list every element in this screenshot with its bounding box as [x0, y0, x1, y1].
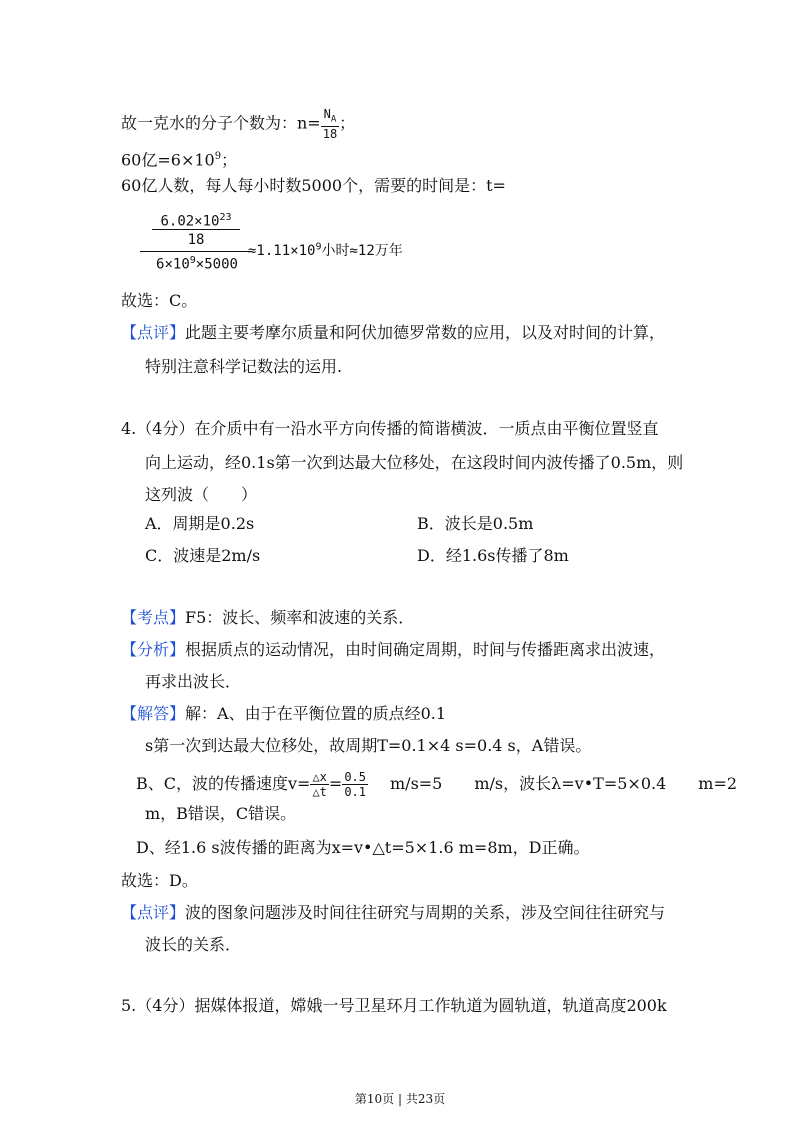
option-a: A．周期是0.2s [145, 514, 255, 533]
text-segment: 60亿=6×10 [121, 150, 215, 170]
formula-text: 6.02×10 [160, 213, 220, 230]
topic-text: F5：波长、频率和波速的关系． [185, 608, 415, 627]
formula-text: ≈1.11×10 [248, 243, 316, 259]
text-line [121, 107, 355, 141]
analysis-tag: 【分析】 [121, 640, 186, 659]
fraction-numerator: 0.5 [344, 770, 366, 784]
superscript: 23 [219, 212, 232, 223]
fraction-numerator: △x [312, 770, 327, 784]
solution-tag: 【解答】 [121, 704, 186, 723]
solution-line: D、经1.6 s波传播的距离为x=v•△t=5×1.6 m=8m，D正确。 [136, 838, 590, 857]
solution-text: B、C，波的传播速度v= [136, 774, 311, 793]
inner-fraction-bar [152, 229, 240, 230]
option-c: C．波速是2m/s [145, 546, 261, 565]
comment-line [121, 323, 665, 343]
option-d: D．经1.6s传播了8m [417, 546, 569, 565]
page-footer: 第10页 | 共23页 [354, 1092, 446, 1106]
comment-line: 特别注意科学记数法的运用. [145, 357, 343, 376]
question-stem: 4.（4分）在介质中有一沿水平方向传播的简谐横波．一质点由平衡位置竖直 [121, 419, 659, 438]
numerator-subscript: A [330, 114, 337, 125]
comment-tag: 【点评】 [121, 323, 186, 342]
topic-tag: 【考点】 [121, 608, 186, 627]
comment-text: 此题主要考摩尔质量和阿伏加德罗常数的应用，以及对时间的计算， [185, 323, 666, 342]
analysis-line [121, 640, 665, 660]
question-stem: 5.（4分）据媒体报道，嫦娥一号卫星环月工作轨道为圆轨道，轨道高度200k [121, 996, 667, 1015]
text-segment: ； [339, 113, 356, 133]
inner-denominator: 18 [187, 232, 205, 248]
answer-line: 故选：D。 [121, 871, 198, 890]
superscript: 9 [189, 255, 196, 266]
solution-line [136, 768, 737, 800]
comment-line [121, 903, 665, 923]
superscript: 9 [214, 151, 222, 162]
analysis-text: 根据质点的运动情况，由时间确定周期，时间与传播距离求出波速， [185, 640, 666, 659]
numerator-text: N [323, 107, 331, 121]
solution-line [121, 704, 446, 724]
formula-text: 6×10 [156, 256, 190, 273]
topic-line [121, 608, 414, 628]
comment-tag: 【点评】 [121, 903, 186, 922]
text-line: 60亿人数，每人每小时数5000个，需要的时间是：t= [121, 176, 506, 195]
comment-text: 波的图象问题涉及时间往往研究与周期的关系，涉及空间往往研究与 [185, 903, 666, 922]
inner-numerator [146, 212, 246, 230]
question-stem: 这列波（ ） [145, 485, 258, 504]
main-fraction-bar [140, 251, 252, 252]
equals-sign: = [328, 774, 343, 793]
fraction [310, 770, 328, 799]
formula-text: 小时≈12万年 [321, 243, 403, 259]
superscript: 9 [315, 241, 322, 253]
solution-text: m/s=5 m/s，波长λ=v•T=5×0.4 m=2 [390, 774, 738, 793]
analysis-line: 再求出波长． [145, 672, 242, 691]
solution-text: 解：A、由于在平衡位置的质点经0.1 [185, 704, 447, 723]
formula-result [248, 240, 403, 260]
text-segment: ； [221, 150, 238, 170]
formula-text: ×5000 [195, 256, 238, 273]
fraction-denominator: 18 [322, 127, 338, 142]
fraction-numerator [321, 107, 339, 127]
fraction [321, 107, 339, 141]
main-denominator [142, 255, 252, 273]
question-stem: 向上运动，经0.1s第一次到达最大位移处，在这段时间内波传播了0.5m，则 [145, 453, 684, 472]
fraction [342, 770, 368, 799]
solution-line: m，B错误，C错误。 [145, 804, 297, 823]
answer-line: 故选：C。 [121, 291, 198, 310]
text-segment: 故一克水的分子个数为：n= [121, 113, 321, 133]
fraction-denominator: 0.1 [344, 785, 366, 799]
text-line [121, 147, 237, 170]
fraction-denominator: △t [312, 785, 327, 799]
solution-line: s第一次到达最大位移处，故周期T=0.1×4 s=0.4 s，A错误。 [145, 736, 592, 755]
comment-line: 波长的关系． [145, 935, 242, 954]
option-b: B．波长是0.5m [417, 514, 534, 533]
